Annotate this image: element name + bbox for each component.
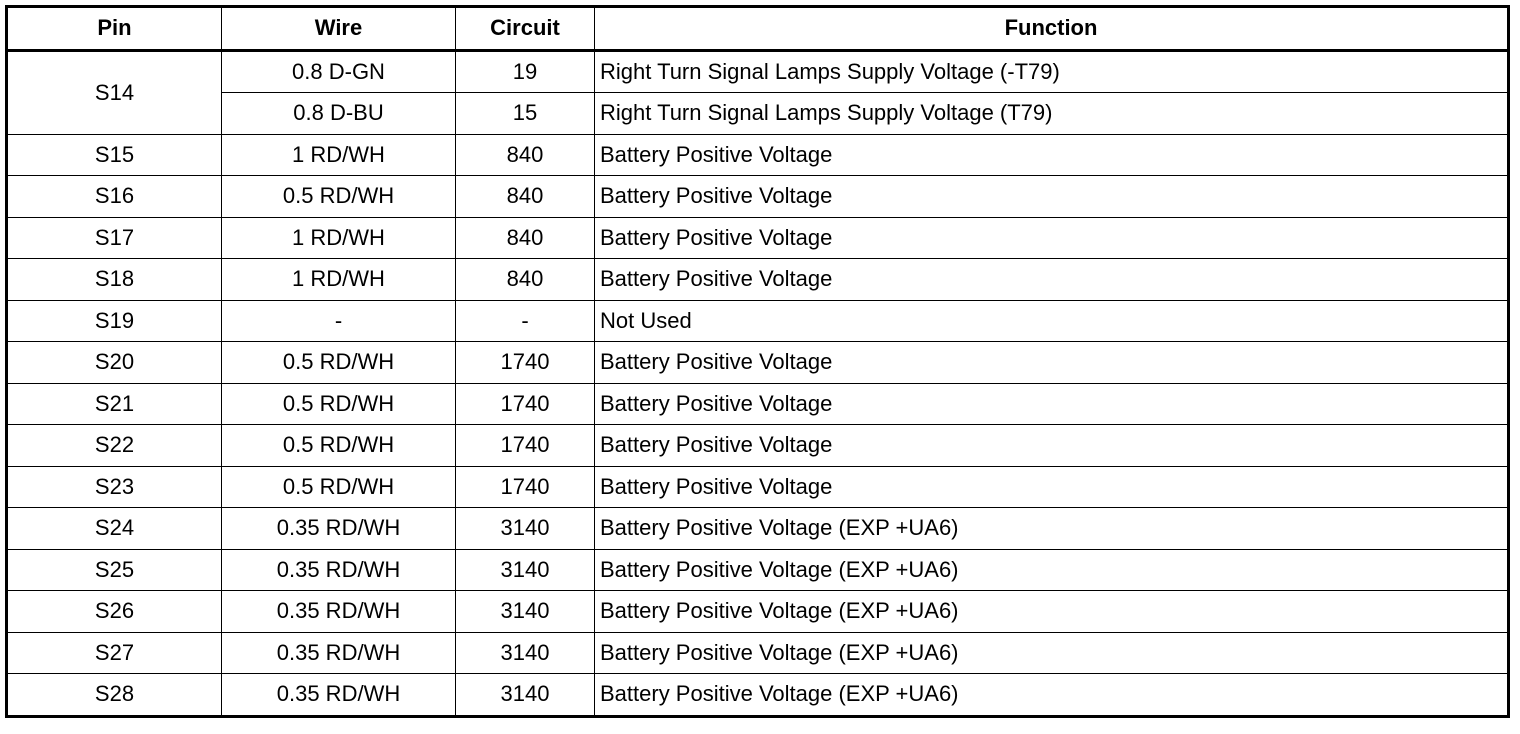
- wire-cell: 0.8 D-BU: [222, 93, 456, 135]
- function-cell: Battery Positive Voltage: [595, 466, 1509, 508]
- wire-cell: 0.5 RD/WH: [222, 383, 456, 425]
- circuit-cell: 840: [456, 259, 595, 301]
- table-body: [7, 50, 1509, 716]
- function-cell: Battery Positive Voltage (EXP +UA6): [595, 508, 1509, 550]
- function-cell: Right Turn Signal Lamps Supply Voltage (T79): [595, 93, 1509, 135]
- pin-cell: S26: [7, 591, 222, 633]
- pin-cell: S21: [7, 383, 222, 425]
- pin-cell: S24: [7, 508, 222, 550]
- function-cell: Battery Positive Voltage: [595, 425, 1509, 467]
- header-wire: Wire: [222, 7, 456, 51]
- wire-cell: 0.5 RD/WH: [222, 425, 456, 467]
- circuit-cell: 1740: [456, 383, 595, 425]
- table-row: [7, 383, 1509, 425]
- pin-cell: S17: [7, 217, 222, 259]
- table-row: [7, 93, 1509, 135]
- wire-cell: 0.35 RD/WH: [222, 549, 456, 591]
- table-row: [7, 50, 1509, 93]
- header-row: [7, 7, 1509, 51]
- wire-cell: 1 RD/WH: [222, 217, 456, 259]
- circuit-cell: -: [456, 300, 595, 342]
- circuit-cell: 3140: [456, 632, 595, 674]
- function-cell: Battery Positive Voltage (EXP +UA6): [595, 549, 1509, 591]
- circuit-cell: 3140: [456, 591, 595, 633]
- pin-cell: S22: [7, 425, 222, 467]
- table-row: [7, 425, 1509, 467]
- document-page: [5, 5, 1510, 718]
- pin-cell: S19: [7, 300, 222, 342]
- function-cell: Battery Positive Voltage (EXP +UA6): [595, 591, 1509, 633]
- table-row: [7, 591, 1509, 633]
- function-cell: Battery Positive Voltage (EXP +UA6): [595, 674, 1509, 717]
- circuit-cell: 1740: [456, 466, 595, 508]
- circuit-cell: 840: [456, 176, 595, 218]
- wire-cell: 0.35 RD/WH: [222, 508, 456, 550]
- circuit-cell: 3140: [456, 508, 595, 550]
- table-row: [7, 342, 1509, 384]
- circuit-cell: 15: [456, 93, 595, 135]
- table-row: [7, 549, 1509, 591]
- connector-pin-table: [5, 5, 1510, 718]
- circuit-cell: 840: [456, 217, 595, 259]
- wire-cell: 0.8 D-GN: [222, 50, 456, 93]
- circuit-cell: 19: [456, 50, 595, 93]
- function-cell: Battery Positive Voltage: [595, 383, 1509, 425]
- pin-cell: S28: [7, 674, 222, 717]
- function-cell: Battery Positive Voltage: [595, 259, 1509, 301]
- wire-cell: 0.5 RD/WH: [222, 176, 456, 218]
- circuit-cell: 1740: [456, 425, 595, 467]
- table-row: [7, 176, 1509, 218]
- function-cell: Battery Positive Voltage: [595, 134, 1509, 176]
- wire-cell: 0.5 RD/WH: [222, 466, 456, 508]
- pin-cell: S25: [7, 549, 222, 591]
- pin-cell: S20: [7, 342, 222, 384]
- table-row: [7, 217, 1509, 259]
- table-row: [7, 259, 1509, 301]
- table-row: [7, 466, 1509, 508]
- circuit-cell: 3140: [456, 549, 595, 591]
- wire-cell: 0.35 RD/WH: [222, 674, 456, 717]
- function-cell: Right Turn Signal Lamps Supply Voltage (-T79): [595, 50, 1509, 93]
- table-row: [7, 674, 1509, 717]
- wire-cell: 1 RD/WH: [222, 259, 456, 301]
- wire-cell: 1 RD/WH: [222, 134, 456, 176]
- table-header: [7, 7, 1509, 51]
- wire-cell: 0.35 RD/WH: [222, 591, 456, 633]
- function-cell: Not Used: [595, 300, 1509, 342]
- header-pin: Pin: [7, 7, 222, 51]
- pin-cell: S16: [7, 176, 222, 218]
- table-row: [7, 300, 1509, 342]
- header-circuit: Circuit: [456, 7, 595, 51]
- pin-cell: S18: [7, 259, 222, 301]
- circuit-cell: 1740: [456, 342, 595, 384]
- function-cell: Battery Positive Voltage: [595, 342, 1509, 384]
- function-cell: Battery Positive Voltage: [595, 217, 1509, 259]
- circuit-cell: 840: [456, 134, 595, 176]
- wire-cell: -: [222, 300, 456, 342]
- pin-cell: S27: [7, 632, 222, 674]
- function-cell: Battery Positive Voltage: [595, 176, 1509, 218]
- pin-cell: S15: [7, 134, 222, 176]
- table-row: [7, 508, 1509, 550]
- table-row: [7, 632, 1509, 674]
- circuit-cell: 3140: [456, 674, 595, 717]
- table-row: [7, 134, 1509, 176]
- wire-cell: 0.35 RD/WH: [222, 632, 456, 674]
- wire-cell: 0.5 RD/WH: [222, 342, 456, 384]
- function-cell: Battery Positive Voltage (EXP +UA6): [595, 632, 1509, 674]
- header-function: Function: [595, 7, 1509, 51]
- pin-cell: S14: [7, 50, 222, 134]
- pin-cell: S23: [7, 466, 222, 508]
